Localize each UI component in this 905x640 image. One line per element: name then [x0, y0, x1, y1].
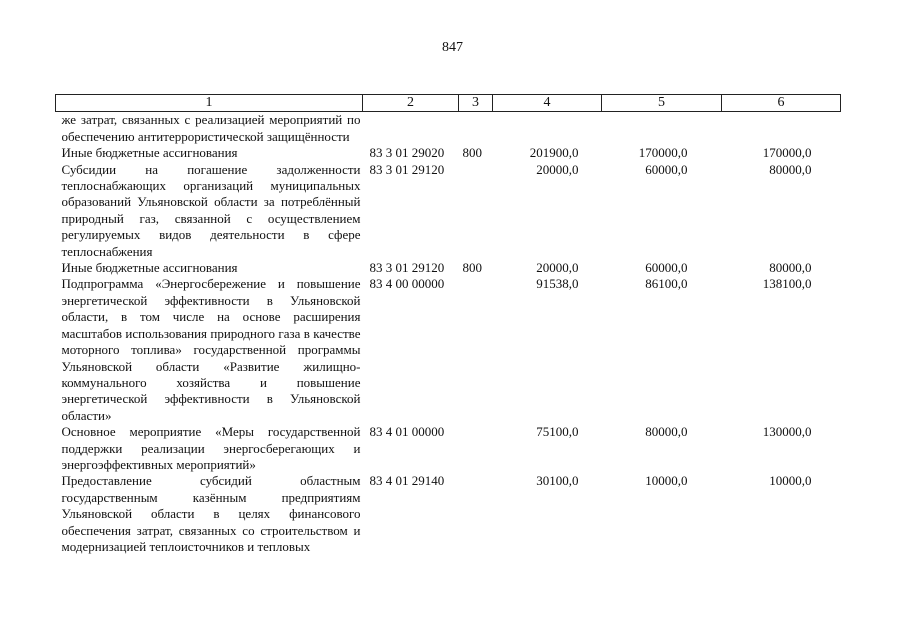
row-value-col5: 60000,0: [645, 161, 688, 177]
row-name: же затрат, связанных с реализацией мероприятий по обеспечению антитеррористической защищённости: [61, 112, 361, 144]
row-value-col5: 86100,0: [645, 276, 688, 292]
row-name: Иные бюджетные ассигнования: [61, 260, 238, 276]
row-expense-type: [459, 424, 493, 473]
page-number: 847: [442, 40, 463, 55]
row-value-col4: 20000,0: [536, 260, 579, 276]
row-value-col6: 138100,0: [762, 276, 812, 292]
row-value-col4: 91538,0: [536, 276, 579, 292]
row-value-col4: 20000,0: [536, 161, 579, 177]
row-value-col6: 80000,0: [769, 161, 812, 177]
column-header-1: 1: [56, 95, 363, 112]
row-value-col6: 80000,0: [769, 260, 812, 276]
row-code: [363, 112, 459, 145]
budget-table: [55, 94, 841, 555]
row-value-col4: 75100,0: [536, 424, 579, 440]
row-name: Иные бюджетные ассигнования: [61, 145, 238, 161]
column-header-6: 6: [722, 95, 841, 112]
row-name: Предоставление субсидий областным государственным казённым предприятиям Ульяновской области в целях финансового обеспечения затрат, связанных со строительством и модернизацией теплоисточников и тепловых: [61, 473, 361, 554]
column-header-2: 2: [363, 95, 459, 112]
row-value-col5: 80000,0: [645, 424, 688, 440]
table-row: [56, 145, 841, 161]
row-expense-type: [459, 276, 493, 424]
table-header: [56, 95, 841, 112]
row-value-col4: 30100,0: [536, 473, 579, 489]
row-value-col5: 170000,0: [638, 145, 688, 161]
row-value-col6: [722, 112, 841, 145]
row-value-col4: [493, 112, 602, 145]
column-header-4: 4: [493, 95, 602, 112]
row-code: 83 3 01 29120: [369, 161, 445, 177]
row-code: 83 3 01 29120: [369, 260, 445, 276]
table-row: [56, 473, 841, 555]
column-header-3: 3: [459, 95, 493, 112]
table-row: [56, 112, 841, 145]
table-row: [56, 276, 841, 424]
row-code: 83 4 00 00000: [369, 276, 445, 292]
row-code: 83 3 01 29020: [369, 145, 445, 161]
row-code: 83 4 01 00000: [369, 424, 445, 440]
row-name: Субсидии на погашение задолженности теплоснабжающих организаций муниципальных образований Ульяновской области за потреблённый природный газ, связанной с осуществлением регулируемых видов деятельности в сфере теплоснабжения: [61, 161, 361, 259]
row-expense-type: [459, 473, 493, 555]
row-name: Основное мероприятие «Меры государственной поддержки реализации энергосберегающих и энергоэффективных мероприятий»: [61, 424, 361, 472]
table-row: [56, 260, 841, 276]
row-name: Подпрограмма «Энергосбережение и повышение энергетической эффективности в Ульяновской области, в том числе на основе расширения масштабов использования природного газа в качестве моторного топлива» государственной программы Ульяновской области «Развитие жилищно-коммунального хозяйства и повышение энергетической эффективности в Ульяновской области»: [61, 276, 361, 423]
row-value-col4: 201900,0: [529, 145, 579, 161]
row-expense-type: 800: [462, 260, 482, 276]
column-header-5: 5: [602, 95, 722, 112]
table-row: [56, 162, 841, 260]
row-expense-type: 800: [462, 145, 482, 161]
row-value-col6: 130000,0: [762, 424, 812, 440]
row-value-col5: [602, 112, 722, 145]
row-value-col5: 10000,0: [645, 473, 688, 489]
row-value-col6: 10000,0: [769, 473, 812, 489]
row-code: 83 4 01 29140: [369, 473, 445, 489]
row-value-col6: 170000,0: [762, 145, 812, 161]
row-expense-type: [459, 162, 493, 260]
table-row: [56, 424, 841, 473]
row-expense-type: [459, 112, 493, 145]
row-value-col5: 60000,0: [645, 260, 688, 276]
